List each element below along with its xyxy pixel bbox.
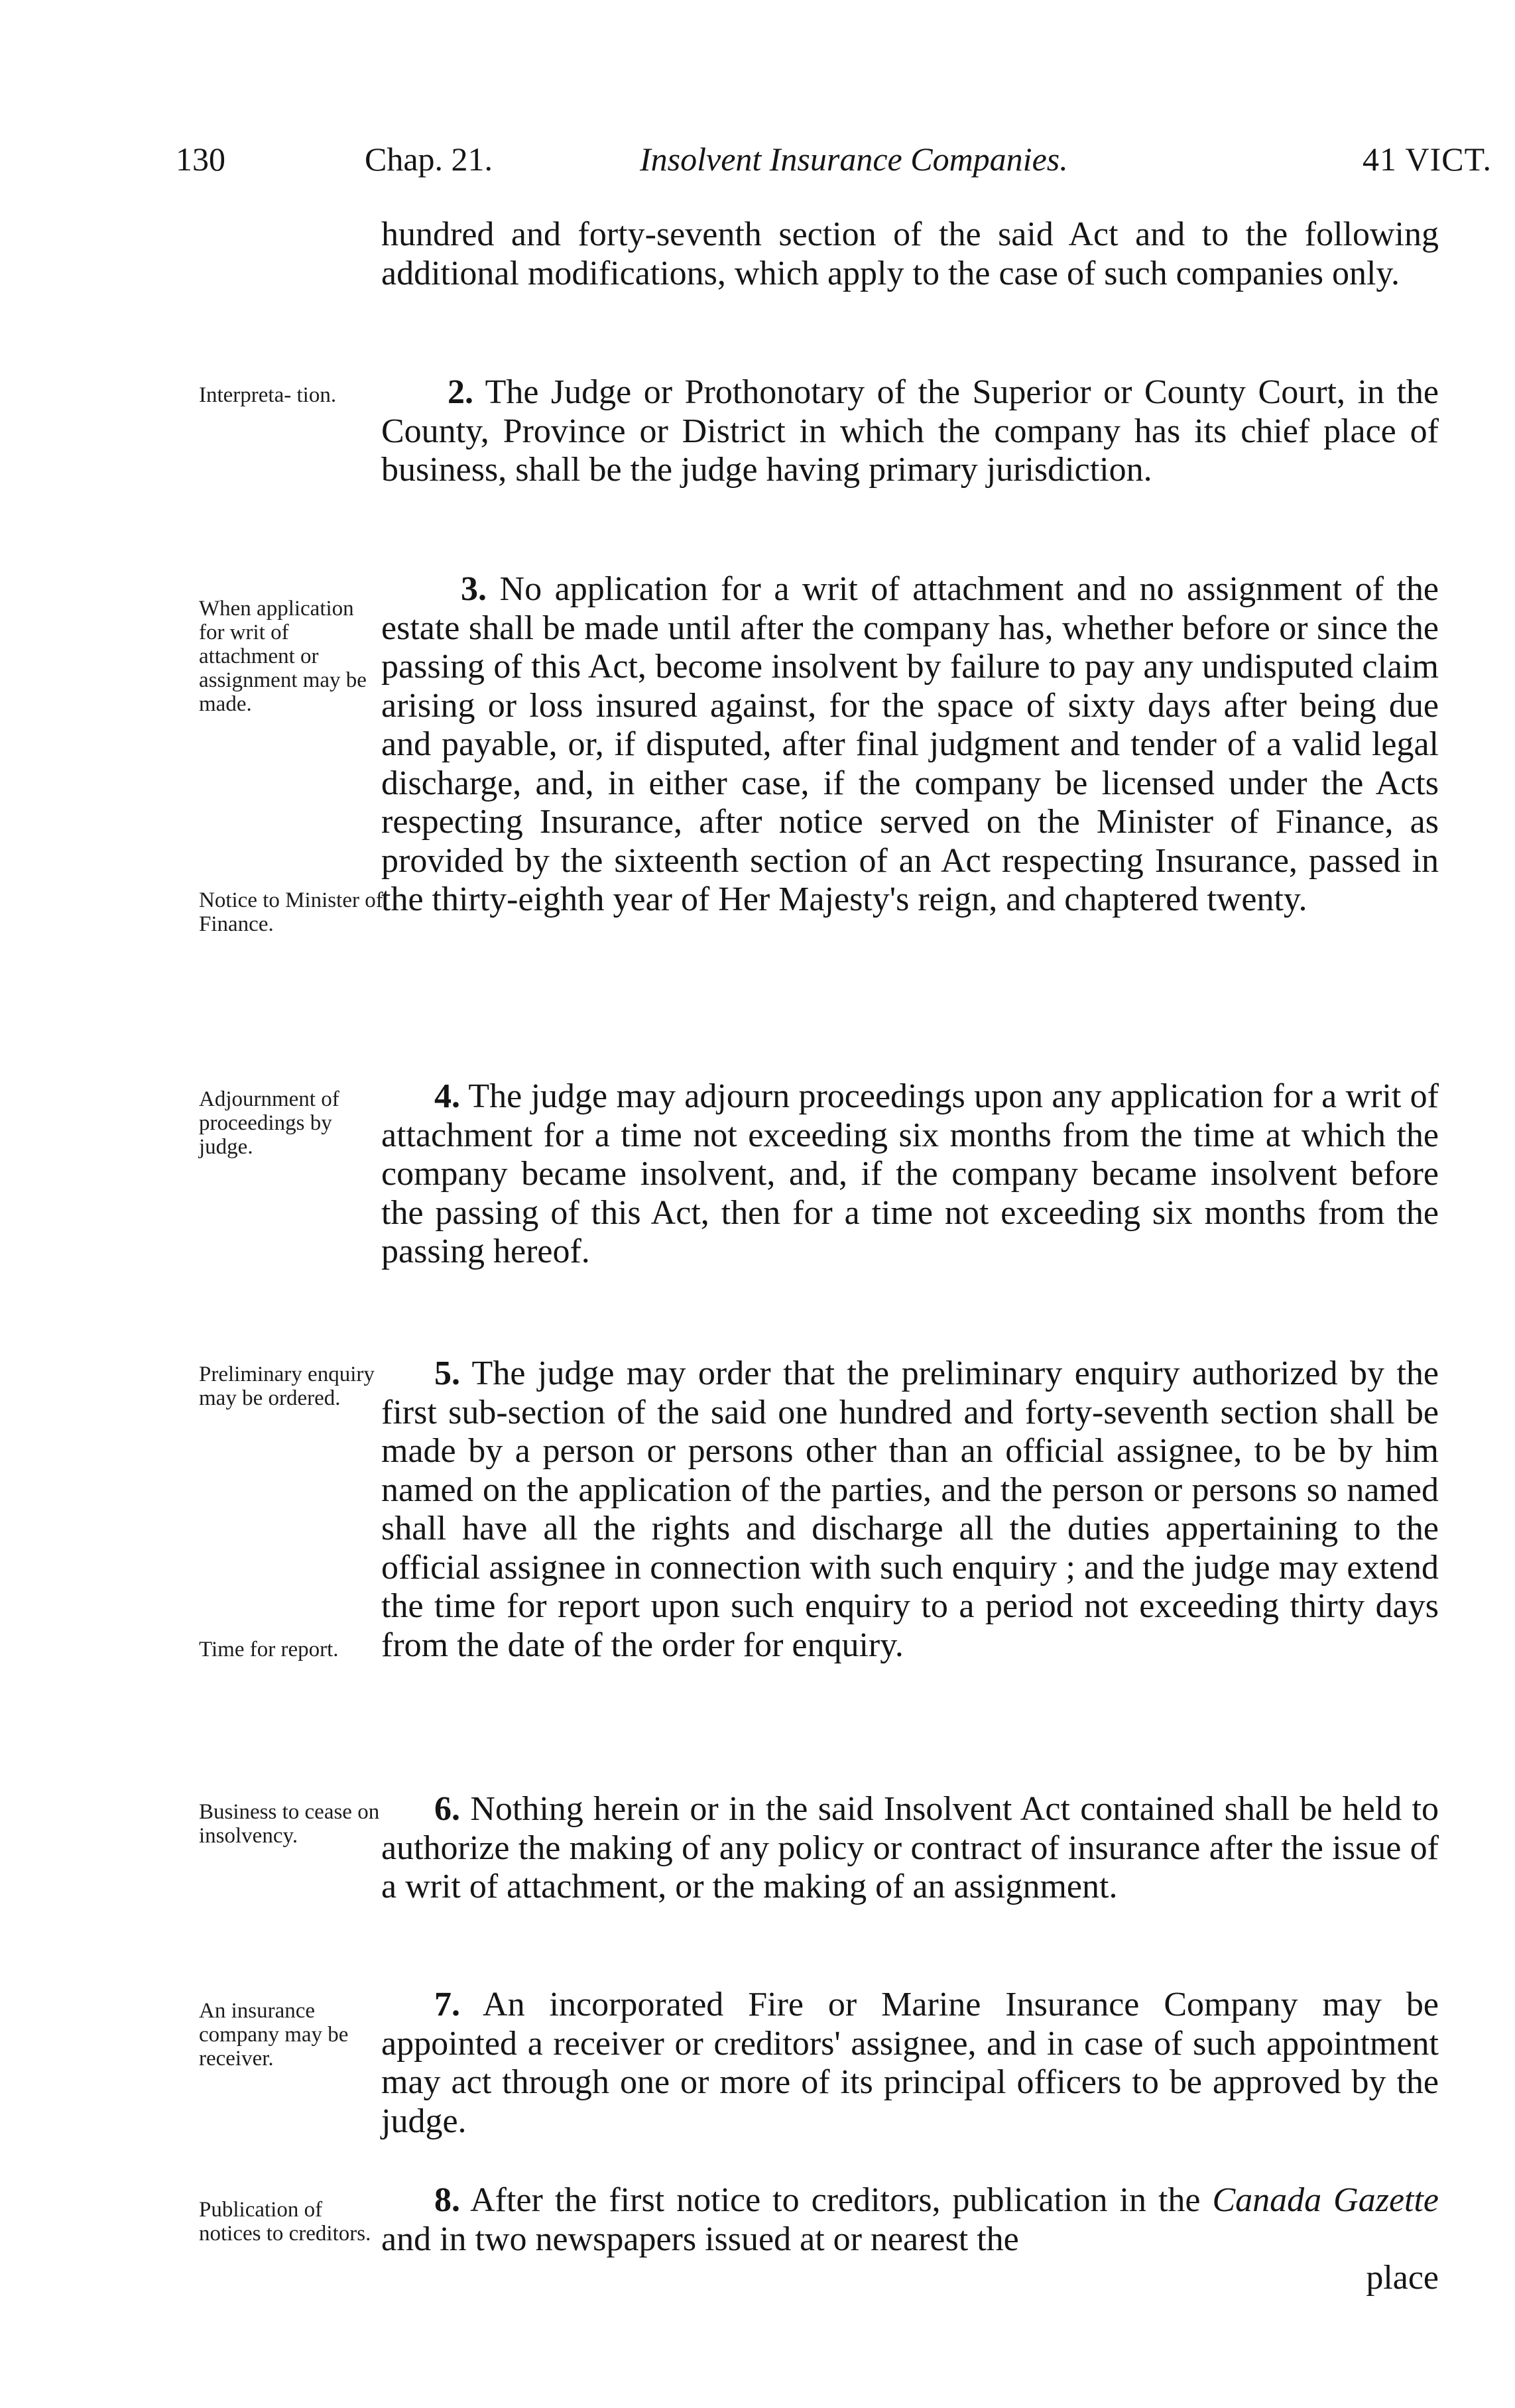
section-number: 3. (461, 570, 487, 608)
margin-note-adjournment: Adjournment of proceedings by judge. (199, 1087, 339, 1159)
section-7-text (381, 1986, 1439, 2141)
section-5-text (381, 1354, 1439, 1665)
section-body: The Judge or Prothonotary of the Superior or County Court, in the County, Province or District in which the company has its chief place of business, shall be the judge having primary jurisdiction. (381, 373, 1439, 489)
margin-note-interpretation: Interpreta- tion. (199, 383, 337, 407)
section-number: 6. (434, 1790, 460, 1828)
section-body-before: After the first notice to creditors, publication in the (460, 2181, 1213, 2219)
section-number: 8. (434, 2181, 460, 2219)
margin-note-notice-minister: Notice to Minister of Finance. (199, 888, 383, 936)
section-number: 5. (434, 1354, 460, 1392)
section-body: The judge may order that the preliminary enquiry authorized by the first sub-section of the said one hundred and forty-seventh section shall be made by a person or persons other than an official assignee, to be by him named on the application of the parties, and the person or persons so named shall have all the rights and discharge all the duties appertaining to the official assignee in connection with such enquiry ; and the judge may extend the time for report upon such enquiry to a period not exceeding thirty days from the date of the order for enquiry. (381, 1354, 1439, 1664)
section-4-text (381, 1077, 1439, 1272)
section-body: An incorporated Fire or Marine Insurance Company may be appointed a receiver or creditors' assignee, and in case of such appointment may act through one or more of its principal officers to be approved by the judge. (381, 1986, 1439, 2140)
section-body: No application for a writ of attachment and no assignment of the estate shall be made until after the company has, whether before or since the passing of this Act, become insolvent by failure to pay any undisputed claim arising or loss insured against, for the space of sixty days after being due and payable, or, if disputed, after final judgment and tender of a valid legal discharge, and, in either case, if the company be licensed under the Acts respecting Insurance, after notice served on the Minister of Finance, as provided by the sixteenth section of an Act respecting Insurance, passed in the thirty-eighth year of Her Majesty's reign, and chaptered twenty. (381, 570, 1439, 918)
intro-paragraph: hundred and forty-seventh section of the said Act and to the following additional modifications, which apply to the case of such companies only. (381, 215, 1439, 292)
section-number: 2. (448, 373, 473, 411)
section-6-text (381, 1790, 1439, 1907)
section-2-text (381, 373, 1439, 490)
margin-note-insurance-receiver: An insurance company may be receiver. (199, 1999, 349, 2071)
section-number: 4. (434, 1077, 460, 1115)
section-body: Nothing herein or in the said Insolvent Act contained shall be held to authorize the making of any policy or contract of insurance after the issue of a writ of attachment, or the making of an assignment. (381, 1790, 1439, 1905)
section-3-text (381, 570, 1439, 920)
margin-note-time-for-report: Time for report. (199, 1638, 339, 1661)
running-head (176, 136, 1495, 182)
running-title: Insolvent Insurance Companies. (640, 141, 1068, 178)
catchword-continuation: place (1366, 2259, 1439, 2297)
section-8-text (381, 2181, 1439, 2259)
section-number: 7. (434, 1986, 460, 2023)
page-number: 130 (176, 141, 225, 178)
section-body-after: and in two newspapers issued at or nearest the (381, 2220, 1019, 2258)
section-body: The judge may adjourn proceedings upon any application for a writ of attachment for a time not exceeding six months from the time at which the company became insolvent, and, if the company became insolvent before the passing of this Act, then for a time not exceeding six months from the passing hereof. (381, 1077, 1439, 1270)
regnal-year: 41 VICT. (1362, 141, 1492, 178)
margin-note-publication: Publication of notices to creditors. (199, 2198, 371, 2246)
gazette-title: Canada Gazette (1212, 2181, 1439, 2219)
margin-note-when-application: When application for writ of attachment or assignment may be made. (199, 597, 367, 716)
margin-note-preliminary-enquiry: Preliminary enquiry may be ordered. (199, 1362, 375, 1410)
margin-note-business-cease: Business to cease on insolvency. (199, 1800, 380, 1848)
chapter-label: Chap. 21. (365, 141, 493, 178)
